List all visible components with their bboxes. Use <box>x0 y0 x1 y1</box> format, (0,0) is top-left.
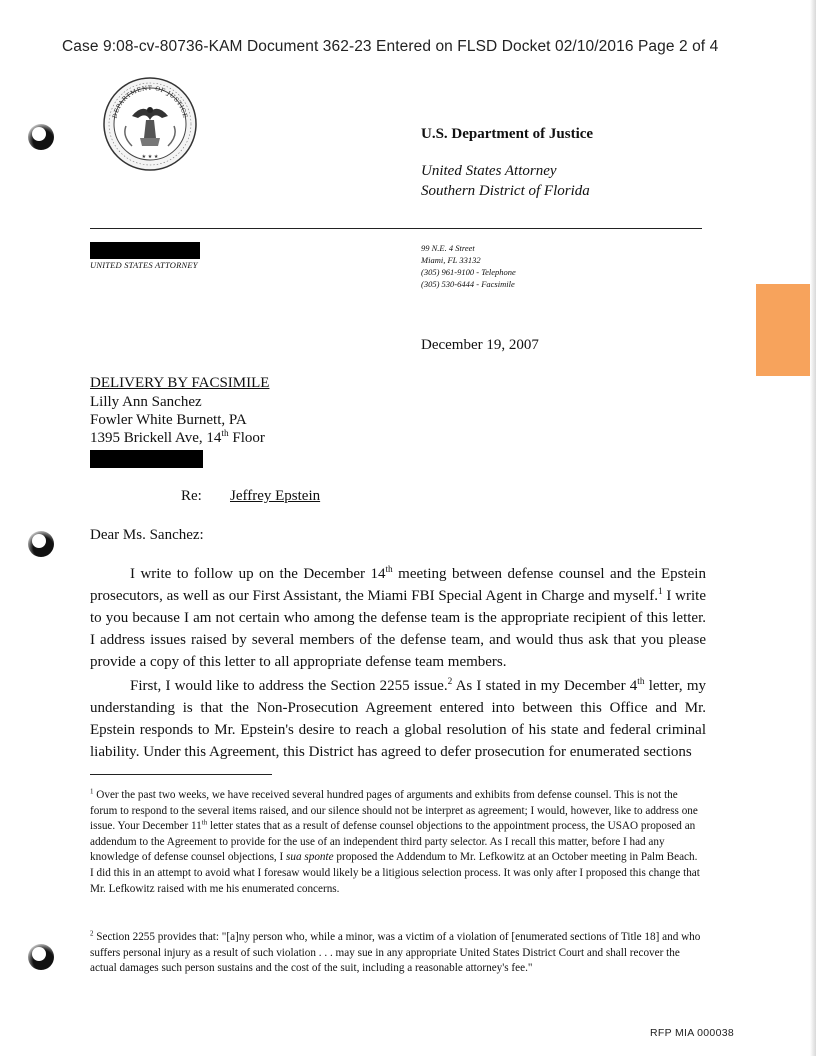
scan-edge <box>810 0 816 1056</box>
letterhead-rule <box>90 228 702 229</box>
address-line: 99 N.E. 4 Street <box>421 243 475 253</box>
address-line: (305) 961-9100 - Telephone <box>421 267 516 277</box>
left-title: UNITED STATES ATTORNEY <box>90 260 198 270</box>
office-line-2: Southern District of Florida <box>421 183 590 199</box>
punch-hole-icon <box>28 531 54 557</box>
recipient-firm: Fowler White Burnett, PA <box>90 412 247 428</box>
address-line: Miami, FL 33132 <box>421 255 481 265</box>
seal-icon <box>102 76 198 172</box>
footnote-ref: 1 <box>658 587 663 597</box>
recipient-street: 1395 Brickell Ave, 14th Floor <box>90 429 265 446</box>
footnote-ref: 2 <box>447 677 453 687</box>
svg-text:★ ★ ★: ★ ★ ★ <box>141 154 159 160</box>
address-line: (305) 530-6444 - Facsimile <box>421 279 515 289</box>
punch-hole <box>28 124 58 154</box>
bates-number: RFP MIA 000038 <box>650 1027 734 1039</box>
department-name: U.S. Department of Justice <box>421 126 594 142</box>
punch-hole-icon <box>28 944 54 970</box>
body-paragraph-1: I write to follow up on the December 14th meeting between defense counsel and the Epstein prosecutors, as well as our First Assistant, the Miami FBI Special Agent in Charge and myself.$^1$ I write to you because I am not certain who among the defense team is the appropriate recipient of this letter. I address issues raised by several members of the defense team, and would thus ask that you please provide a copy of this letter to all appropriate defense team members. <box>90 565 706 670</box>
punch-hole <box>28 944 58 974</box>
letter-date: December 19, 2007 <box>421 337 539 353</box>
doj-seal <box>102 76 198 172</box>
footnote-2: $^2$ Section 2255 provides that: "[a]ny person who, while a minor, was a victim of a violation of [enumerated sections of Title 18] and who suffers personal injury as a result of such violation . . . may sue in any appropriate United States District Court and shall recover the actual damages such person sustains and the cost of the suit, including a reasonable attorney's fee." <box>90 929 701 975</box>
redaction-bar <box>90 242 200 259</box>
delivery-method: DELIVERY BY FACSIMILE <box>90 375 270 391</box>
office-line-1: United States Attorney <box>421 163 557 179</box>
seal-legend: DEPARTMENT OF JUSTICE <box>111 85 189 120</box>
re-label: Re: <box>181 488 202 504</box>
punch-hole-icon <box>28 124 54 150</box>
footnote-rule <box>90 774 272 775</box>
case-header: Case 9:08-cv-80736-KAM Document 362-23 Entered on FLSD Docket 02/10/2016 Page 2 of 4 <box>62 38 719 55</box>
sticky-tab <box>756 284 816 376</box>
recipient-name: Lilly Ann Sanchez <box>90 394 202 410</box>
body-paragraph-2: First, I would like to address the Section 2255 issue.$^2$ As I stated in my December 4th letter, my understanding is that the Non-Prosecution Agreement entered into between this Office and Mr. Epstein responds to Mr. Epstein's desire to reach a global resolution of his state and federal criminal liability. Under this Agreement, this District has agreed to defer prosecution for enumerated sections <box>90 677 707 760</box>
redaction-bar <box>90 450 203 468</box>
re-subject: Jeffrey Epstein <box>230 488 321 504</box>
footnote-1: $^1$ Over the past two weeks, we have received several hundred pages of arguments and exhibits from defense counsel. This is not the forum to respond to the several items raised, and our silence should not be interpret as agreement; I would, however, like to address one issue. Your December 11th letter states that as a result of defense counsel objections to the appointment process, the USAO proposed an addendum to the Agreement to provide for the use of an independent third party selector. As I recall this matter, before I had any knowledge of defense counsel objections, I sua sponte proposed the Addendum to Mr. Lefkowitz at an October meeting in Palm Beach. I did this in an attempt to avoid what I foresaw would likely be a litigious selection process. It was only after I proposed this change that Mr. Lefkowitz raised with me his enumerated concerns. <box>90 787 700 895</box>
salutation: Dear Ms. Sanchez: <box>90 527 204 543</box>
punch-hole <box>28 531 58 561</box>
